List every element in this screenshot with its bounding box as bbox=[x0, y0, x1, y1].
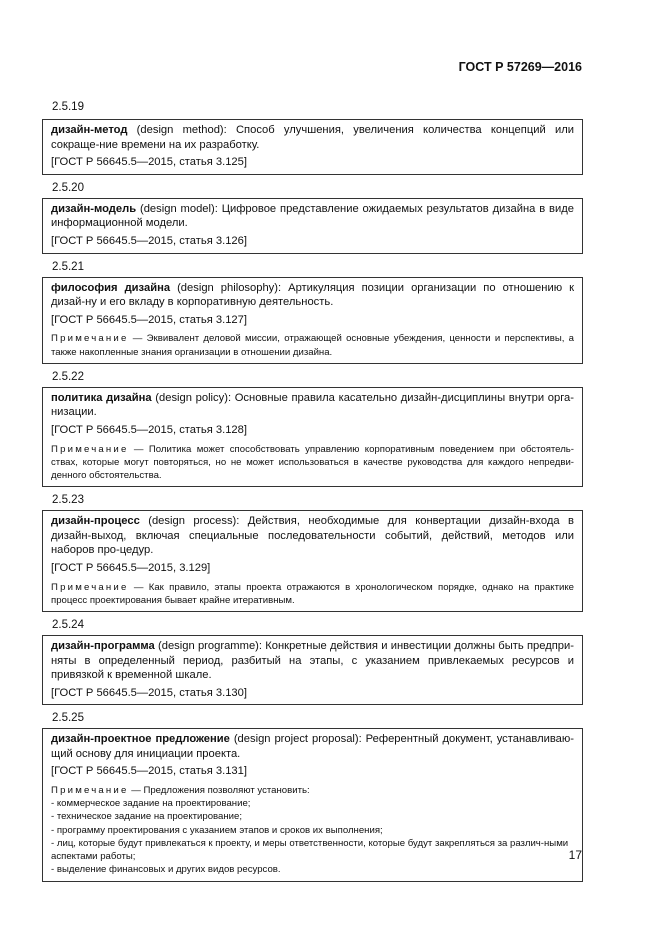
definition-text: (design process): Действия, необходимые для конвертации дизайн-входа в дизайн-выход, включая специальные последовательности событий, действий, методов или наборов про-цедур. bbox=[51, 515, 574, 557]
note-text: — Эквивалент деловой миссии, отражающей основные убеждения, ценности и перспективы, а также накопленные знания организации в отношении дизайна. bbox=[51, 333, 574, 358]
term-box bbox=[42, 635, 583, 705]
term: дизайн-процесс bbox=[51, 515, 140, 528]
document-header: ГОСТ Р 57269—2016 bbox=[458, 60, 582, 74]
term: дизайн-программа bbox=[51, 639, 155, 652]
note-label: Примечание bbox=[51, 785, 129, 797]
note-text: — Политика может способствовать управлению корпоративным поведением при обстоятель-ствах, которые могут повторяться, но не может использоваться в качестве руководства для каждого непредви-денного обстоятельства. bbox=[51, 443, 574, 481]
note-label: Примечание bbox=[51, 443, 129, 455]
note-label: Примечание bbox=[51, 581, 129, 593]
list-item: - программу проектирования с указанием этапов и сроков их выполнения; bbox=[51, 824, 383, 836]
entry-number: 2.5.24 bbox=[52, 618, 84, 631]
definition bbox=[51, 391, 574, 420]
definition-text: (design programme): Конкретные действия и инвестиции должны быть предпри-няты в определенный период, разбитый на этапы, с указанием привлекаемых ресурсов и привязкой к временной шкале. bbox=[51, 639, 574, 682]
definition bbox=[51, 123, 574, 152]
list-item: - техническое задание на проектирование; bbox=[51, 811, 243, 823]
entry-number: 2.5.25 bbox=[52, 712, 84, 725]
entry-number: 2.5.23 bbox=[52, 494, 84, 507]
note bbox=[51, 443, 574, 483]
note-list bbox=[51, 797, 574, 876]
definition-text: (design philosophy): Артикуляция позиции организации по отношению к дизай-ну и его вкладу в корпоративную деятельность. bbox=[51, 281, 574, 309]
definition-text: (design policy): Основные правила касательно дизайн-дисциплины внутри орга-низации. bbox=[51, 391, 574, 419]
definition bbox=[51, 281, 574, 310]
term: дизайн-метод bbox=[51, 124, 128, 136]
term-box bbox=[42, 277, 583, 364]
note-text: — Как правило, этапы проекта отражаются в хронологическом порядке, однако на практике процесс проектирования бывает крайне итеративным. bbox=[51, 581, 574, 606]
source-reference: [ГОСТ Р 56645.5—2015, статья 3.128] bbox=[51, 423, 247, 436]
definition bbox=[51, 639, 574, 683]
list-item: - выделение финансовых и других видов ресурсов. bbox=[51, 864, 281, 876]
source-reference: [ГОСТ Р 56645.5—2015, статья 3.131] bbox=[51, 765, 247, 778]
source-reference: [ГОСТ Р 56645.5—2015, статья 3.130] bbox=[51, 686, 247, 699]
entry-number: 2.5.22 bbox=[52, 370, 84, 383]
term: дизайн-модель bbox=[51, 202, 137, 215]
note bbox=[51, 332, 574, 358]
entry-number: 2.5.20 bbox=[52, 181, 84, 194]
list-item: - лиц, которые будут привлекаться к проекту, и меры ответственности, которые будут закрепляться за различ-ными аспектами работы; bbox=[51, 837, 569, 863]
list-item: - коммерческое задание на проектирование; bbox=[51, 798, 251, 810]
definition bbox=[51, 732, 574, 761]
term-box bbox=[42, 510, 583, 612]
page-number: 17 bbox=[568, 848, 582, 862]
definition bbox=[51, 514, 574, 558]
term-box bbox=[42, 198, 583, 254]
entry-number: 2.5.21 bbox=[52, 260, 84, 273]
note-text: — Предложения позволяют установить: bbox=[128, 785, 310, 797]
term-box bbox=[42, 387, 583, 487]
definition-text: (design method): Способ улучшения, увеличения количества концепций или сокраще-ние времени на их разработку. bbox=[51, 124, 574, 151]
source-reference: [ГОСТ Р 56645.5—2015, 3.129] bbox=[51, 561, 211, 574]
definition bbox=[51, 202, 574, 231]
definition-text: (design project proposal): Референтный документ, устанавливаю-щий основу для инициации проекта. bbox=[51, 733, 575, 760]
terms-list bbox=[42, 98, 583, 886]
term-box bbox=[42, 119, 583, 175]
source-reference: [ГОСТ Р 56645.5—2015, статья 3.126] bbox=[51, 234, 247, 247]
term-box bbox=[42, 728, 583, 881]
note bbox=[51, 784, 574, 797]
term: философия дизайна bbox=[51, 281, 171, 294]
definition-text: (design model): Цифровое представление ожидаемых результатов дизайна в виде информационной модели. bbox=[51, 202, 574, 230]
term: политика дизайна bbox=[51, 391, 152, 404]
source-reference: [ГОСТ Р 56645.5—2015, статья 3.125] bbox=[51, 156, 247, 169]
note-label: Примечание bbox=[51, 333, 129, 345]
term: дизайн-проектное предложение bbox=[51, 733, 230, 746]
note bbox=[51, 581, 574, 607]
source-reference: [ГОСТ Р 56645.5—2015, статья 3.127] bbox=[51, 313, 247, 326]
entry-number: 2.5.19 bbox=[52, 101, 84, 113]
